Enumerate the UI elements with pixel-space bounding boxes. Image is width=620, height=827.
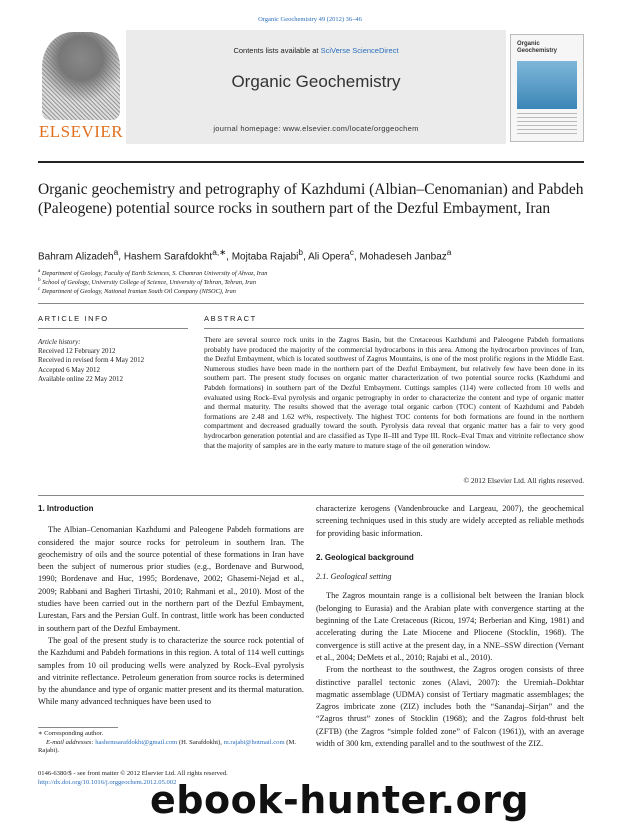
right-paragraph-continued: characterize kerogens (Vandenbroucke and Largeau, 2007), the geochemical screening techniques used in this study are widely accepted as reliable methods for providing basic information. xyxy=(316,504,584,538)
article-history xyxy=(38,338,188,384)
publisher-name: ELSEVIER xyxy=(38,122,124,141)
sciencedirect-link[interactable]: SciVerse ScienceDirect xyxy=(320,46,399,55)
right-column xyxy=(316,503,584,750)
abstract-divider xyxy=(38,495,584,496)
geology-paragraph-1: The Zagros mountain range is a collisional belt between the Iranian block (belonging to Eurasia) and the Arabian plate with convergence starting at the beginning of the Late Cretaceous (Ricou, 1974; Berberian and King, 1981) and accelerating during the Late Miocene and Pliocene (Stocklin, 1968). The convergence is still active at the present day, in a NNE–SSW direction (Vernant et al., 2004; DeMets et al., 2010; Rajabi et al., 2010). xyxy=(316,591,584,662)
masthead-divider xyxy=(38,161,584,163)
contents-line: Contents lists available at SciVerse ScienceDirect xyxy=(233,46,399,55)
masthead-band xyxy=(126,30,506,144)
front-matter-line: 0146-6380/$ - see front matter © 2012 Elsevier Ltd. All rights reserved. xyxy=(38,770,228,777)
author-list: Bahram Alizadeh$^a$, Hashem Sarafdokht$^{a,∗}$, Mojtaba Rajabi$^b$, Ali Opera$^c$, Mohadeseh Janbaz$^a$ xyxy=(38,247,452,263)
author-name: Mojtaba Rajabi xyxy=(231,251,299,263)
history-online: Available online 22 May 2012 xyxy=(38,374,124,383)
history-received: Received 12 February 2012 xyxy=(38,347,116,356)
cover-text-lines xyxy=(517,113,577,135)
affiliation-divider xyxy=(38,303,584,304)
author-name: Bahram Alizadeh xyxy=(38,251,114,263)
email-addresses: E-mail addresses: hashemsarafdokht@gmail.com (H. Sarafdokht), m.rajabi@hotmail.com (M. Rajabi). xyxy=(38,738,296,755)
author-affiliation-marker: c xyxy=(349,247,354,257)
affiliation-b: $^b$ School of Geology, University College of Science, University of Tehran, Tehran, Iran xyxy=(38,277,256,287)
journal-citation[interactable]: Organic Geochemistry 49 (2012) 36–46 xyxy=(258,16,362,23)
introduction-heading: 1. Introduction xyxy=(38,504,94,513)
abstract-heading: ABSTRACT xyxy=(204,314,257,323)
history-revised: Received in revised form 4 May 2012 xyxy=(38,356,145,365)
journal-homepage[interactable]: journal homepage: www.elsevier.com/locate/orggeochem xyxy=(213,124,419,133)
cover-image xyxy=(517,61,577,109)
journal-masthead xyxy=(38,30,584,156)
author-name: Ali Opera xyxy=(308,251,350,263)
geology-paragraph-2: From the northeast to the southwest, the Zagros orogen consists of three distinctive parallel tectonic zones (Alavi, 2007): the Uremiah–Dokhtar magmatic assemblage (UDMA) consist of Tertiary magmatic assemblages; the Zagros imbricate zone (ZIZ) includes both the “Sanandaj–Sirjan” and the “Zagros thrust” zones of Stocklin (1968); and the Zagros fold-thrust belt (ZFTB) (the Zagros “simple folded zone” of Falcon (1961)), with an average width of 300 km, extending parallel and to the southwest of the ZIZ. xyxy=(316,665,584,749)
elsevier-logo xyxy=(38,30,124,144)
footnote xyxy=(38,730,304,756)
email-link-rajabi[interactable]: m.rajabi@hotmail.com xyxy=(223,738,285,746)
author-affiliation-marker: a xyxy=(446,247,452,257)
author-affiliation-marker: a xyxy=(113,247,119,257)
article-title: Organic geochemistry and petrography of Kazhdumi (Albian–Cenomanian) and Pabdeh (Paleogene) potential source rocks in southern part of the Dezful Embayment, Iran xyxy=(38,181,584,217)
watermark: ebook-hunter.org xyxy=(150,778,530,822)
affiliation-a: $^a$ Department of Geology, Faculty of Earth Sciences, S. Chamran University of Ahvaz, Iran xyxy=(38,268,268,278)
intro-paragraph-2: The goal of the present study is to characterize the source rock potential of the Kazhdumi and Pabdeh formations in this region. A total of 114 well cuttings samples from 10 oil producing wells were analyzed by Rock–Eval pyrolysis and vitrinite reflectance. Petroleum generation from source rocks is determined by the abundance and type of organic matter present and its thermal maturation. While many advanced techniques have been used to xyxy=(38,635,304,707)
article-info-rule xyxy=(38,328,188,329)
article-info-heading: ARTICLE INFO xyxy=(38,314,109,323)
history-accepted: Accepted 6 May 2012 xyxy=(38,365,101,374)
elsevier-tree-icon xyxy=(42,32,120,120)
geological-setting-subheading: 2.1. Geological setting xyxy=(316,572,392,582)
abstract-copyright: © 2012 Elsevier Ltd. All rights reserved. xyxy=(463,476,584,485)
footnote-rule xyxy=(38,727,118,728)
intro-paragraph-1: The Albian–Cenomanian Kazhdumi and Paleogene Pabdeh formations are considered the major source rocks for petroleum in southern Iran. The geochemistry of oils and the source potential of these formations in Iran have been the subject of numerous prior studies (e.g., Bordenave and Burwood, 1990; Bordenave and Huc, 1995; Bordenave, 2002; Ghasemi-Nejad et al., 2009; Rabbani and Bagheri Tirtashi, 2010; Rahmani et al., 2010). Most of the studies have been carried out in the northern part of the Dezful Embayment, Lurestan, Fars and the Persian Gulf. In contrast, little work has been conducted in southern part of the Dezful Embayment. xyxy=(38,525,304,633)
author-affiliation-marker: b xyxy=(298,247,304,257)
email-link-sarafdokht[interactable]: hashemsarafdokht@gmail.com xyxy=(95,738,178,746)
author-affiliation-marker: a,∗ xyxy=(212,247,227,257)
geological-background-heading: 2. Geological background xyxy=(316,552,414,562)
author-name: Hashem Sarafdokht xyxy=(123,251,213,263)
journal-title: Organic Geochemistry xyxy=(231,72,401,91)
affiliation-c: $^c$ Department of Geology, National Iranian South Oil Company (NISOC), Iran xyxy=(38,286,236,296)
abstract-text: There are several source rock units in the Zagros Basin, but the Cretaceous Kazhdumi and Paleogene Pabdeh formations probably have produced the majority of the commercial hydrocarbons in this area. Among the hydrocarbon provinces of Iran, the Dezful Embayment, which is located southwest of Zagros Mountains, is one of the most prolific regions in the Middle East. Numerous studies have been made in the northern part of the Dezful Embayment, but relatively few have been done in its southern part. The present study focuses on organic matter characterization of two potential source rocks (Kazhdumi and Pabdeh formations) in southern part of the Dezful Embayment. Cuttings samples (114) were collected from 10 wells and evaluated using Rock–Eval pyrolysis and organic petrography in order to characterize the content and type of organic matter and thermal maturity. The results showed that the average total organic carbon (TOC) content of Kazhdumi and Pabdeh formations are 2.48 and 1.62 wt%, respectively. The highest TOC contents for both formations are found in the northern compartment and decreased gradually toward the south. Pyrolysis data reveal that organic matter has a fair to very good hydrocarbon generation potential and are classified as Type II–III and Type III. Rock–Eval Tmax and vitrinite reflectance show that the majority of samples are in the early mature to mature stage of the oil generation window. xyxy=(204,335,584,450)
cover-title: Organic Geochemistry xyxy=(517,41,558,54)
left-column xyxy=(38,503,304,709)
abstract-rule xyxy=(204,328,584,329)
history-label: Article history: xyxy=(38,338,81,346)
corresponding-author: ∗ Corresponding author. xyxy=(38,730,104,737)
doi-link[interactable]: http://dx.doi.org/10.1016/j.orggeochem.2012.05.002 xyxy=(38,778,177,786)
journal-cover-thumbnail xyxy=(510,34,584,142)
author-name: Mohadeseh Janbaz xyxy=(359,251,447,263)
